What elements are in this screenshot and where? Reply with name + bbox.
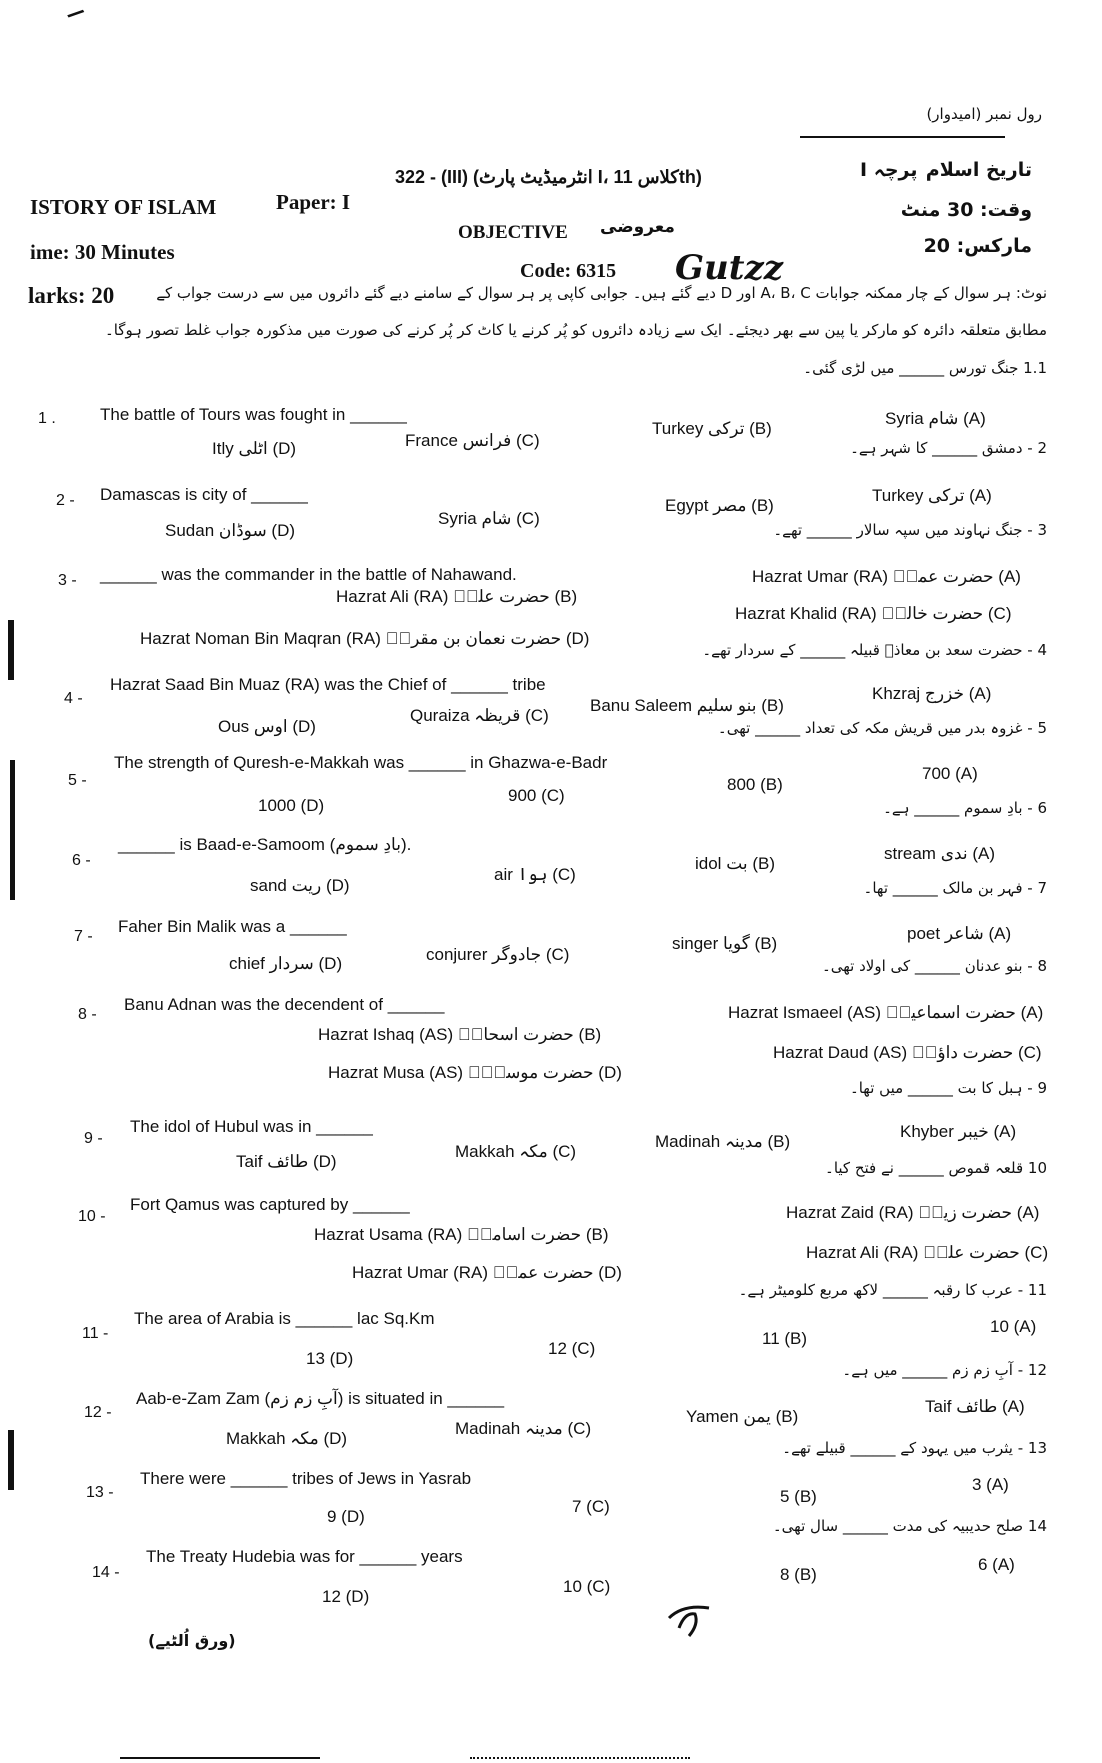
option-c: Hazrat Daud (AS) حضرت داؤدؑ (C): [773, 1043, 1042, 1062]
scan-edge-mark: [8, 1430, 14, 1490]
question-number: 11 -: [82, 1325, 109, 1342]
note-line-1: نوٹ: ہر سوال کے چار ممکنہ جوابات A، B، C اور D دیے گئے ہیں۔ جوابی کاپی پر ہر سوال کے سامنے دیے گئے دائروں میں سے درست جواب کے: [156, 284, 1047, 302]
option-d: Hazrat Noman Bin Maqran (RA) حضرت نعمان بن مقرنؓ (D): [140, 629, 590, 648]
option-b: idol بت (B): [695, 854, 776, 873]
handwritten-annotation: Gutzz: [675, 248, 784, 288]
option-a: 700 (A): [922, 764, 978, 783]
turn-over-label: (ورق اُلٹیے): [148, 1631, 236, 1650]
option-b: Turkey ترکی (B): [652, 419, 772, 438]
paper-urdu: پرچہ I: [860, 159, 918, 181]
question-number: 1 .: [38, 410, 56, 427]
option-c: Makkah مکہ (C): [455, 1142, 577, 1161]
question-urdu: 12 - آبِ زم زم ______ میں ہے۔: [842, 1361, 1047, 1379]
question-urdu: 2 - دمشق ______ کا شہر ہے۔: [850, 439, 1047, 457]
question-urdu: 3 - جنگ نہاوند میں سپہ سالار ______ تھے۔: [773, 521, 1047, 539]
option-a: Taif طائف (A): [925, 1397, 1025, 1416]
option-d: Makkah مکہ (D): [226, 1429, 348, 1448]
option-b: Egypt مصر (B): [665, 496, 774, 515]
question-number: 6 -: [72, 852, 91, 869]
question-urdu: 6 - بادِ سموم ______ ہے۔: [883, 799, 1047, 817]
option-a: Hazrat Umar (RA) حضرت عمرؓ (A): [752, 567, 1021, 586]
question-urdu: 13 - یثرب میں یہود کے ______ قبیلے تھے۔: [782, 1439, 1047, 1457]
question-number: 12 -: [84, 1404, 112, 1421]
option-a: Hazrat Ismaeel (AS) حضرت اسماعیلؑ (A): [728, 1003, 1044, 1022]
option-b: 800 (B): [727, 775, 783, 794]
question-number: 3 -: [58, 572, 77, 589]
option-b: singer گویا (B): [672, 934, 778, 953]
option-b: Hazrat Usama (RA) حضرت اسامہؓ (B): [314, 1225, 609, 1244]
question-text: Hazrat Saad Bin Muaz (RA) was the Chief of ______ tribe: [110, 675, 546, 694]
question-urdu: 10 قلعہ قموص ______ نے فتح کیا۔: [825, 1159, 1047, 1177]
question-text: The strength of Quresh-e-Makkah was ______ in Ghazwa-e-Badr: [114, 753, 608, 772]
option-b: Yamen یمن (B): [686, 1407, 799, 1426]
option-d: Hazrat Musa (AS) حضرت موسیٰؑ (D): [328, 1063, 622, 1082]
option-a: 3 (A): [972, 1475, 1009, 1494]
option-c: France فرانس (C): [405, 431, 540, 450]
option-a: Syria شام (A): [885, 409, 986, 428]
option-c: 7 (C): [572, 1497, 610, 1516]
option-a: Khzraj خزرج (A): [872, 684, 992, 703]
option-c: 12 (C): [548, 1339, 596, 1358]
option-c: Syria شام (C): [438, 509, 540, 528]
roll-number-label: رول نمبر (امیدوار): [926, 105, 1042, 123]
paper-en: Paper: I: [276, 190, 351, 214]
handwritten-tick-mark: [665, 1598, 715, 1640]
option-d: Taif طائف (D): [236, 1152, 337, 1171]
option-d: 9 (D): [327, 1507, 365, 1526]
option-d: Sudan سوڈان (D): [165, 521, 296, 540]
question-number: 9 -: [84, 1130, 103, 1147]
marks-en: larks: 20: [28, 283, 115, 308]
option-b: 8 (B): [780, 1565, 817, 1584]
question-text: ______ was the commander in the battle of Nahawand.: [100, 565, 517, 584]
option-c: Hazrat Khalid (RA) حضرت خالدؓ (C): [735, 604, 1012, 623]
question-text: The area of Arabia is ______ lac Sq.Km: [134, 1309, 435, 1328]
question-number: 2 -: [56, 492, 75, 509]
question-text: Fort Qamus was captured by ______: [130, 1195, 410, 1214]
question-text: Faher Bin Malik was a ______: [118, 917, 347, 936]
question-number: 13 -: [86, 1484, 114, 1501]
question-number: 8 -: [78, 1006, 97, 1023]
note-line-2: مطابق متعلقہ دائرہ کو مارکر یا پین سے بھر دیجئے۔ ایک سے زیادہ دائروں کو پُر کرنے یا کاٹ کر پُر کرنے کی صورت میں مذکورہ جواب غلط تصور ہوگا۔: [104, 321, 1047, 339]
bottom-line: [470, 1757, 690, 1759]
question-number: 10 -: [78, 1208, 106, 1225]
option-d: 13 (D): [306, 1349, 354, 1368]
option-a: 6 (A): [978, 1555, 1015, 1574]
option-c: 10 (C): [563, 1577, 611, 1596]
question-text: The battle of Tours was fought in ______: [100, 405, 407, 424]
marks-urdu: مارکس: 20: [923, 235, 1032, 257]
question-urdu: 7 - فہر بن مالک ______ تھا۔: [863, 879, 1047, 897]
option-a: poet شاعر (A): [907, 924, 1012, 943]
question-number: 14 -: [92, 1564, 120, 1581]
option-d: Hazrat Umar (RA) حضرت عمرؓ (D): [352, 1263, 622, 1282]
scan-edge-mark: [8, 620, 14, 680]
option-d: Ous اوس (D): [218, 717, 316, 736]
question-urdu: 14 صلح حدیبیہ کی مدت ______ سال تھی۔: [772, 1517, 1047, 1535]
option-d: Itly اٹلی (D): [212, 439, 297, 458]
question-text: There were ______ tribes of Jews in Yasrab: [140, 1469, 472, 1488]
question-text: ______ is Baad-e-Samoom (بادِ سموم).: [118, 835, 412, 854]
option-a: Hazrat Zaid (RA) حضرت زیدؓ (A): [786, 1203, 1040, 1222]
question-urdu: 11 - عرب کا رقبہ ______ لاکھ مربع کلومیٹر ہے۔: [738, 1281, 1047, 1299]
option-c: Hazrat Ali (RA) حضرت علیؓ (C): [806, 1243, 1049, 1262]
option-c: Madinah مدینہ (C): [455, 1419, 592, 1438]
subject-urdu: تاریخ اسلام: [925, 159, 1032, 181]
roll-number-line: [800, 136, 1005, 138]
option-b: Hazrat Ishaq (AS) حضرت اسحاقؑ (B): [318, 1025, 602, 1044]
option-a: Khyber خیبر (A): [900, 1122, 1017, 1141]
option-b: 5 (B): [780, 1487, 817, 1506]
option-b: Madinah مدینہ (B): [655, 1132, 791, 1151]
option-d: sand ریت (D): [250, 876, 350, 895]
question-text: Aab-e-Zam Zam (آبِ زم زم) is situated in ______: [136, 1389, 505, 1408]
question-number: 4 -: [64, 690, 83, 707]
question-urdu: 4 - حضرت سعد بن معاذؓ قبیلہ ______ کے سردار تھے۔: [702, 641, 1047, 659]
option-b: 11 (B): [762, 1329, 808, 1348]
question-urdu: 8 - بنو عدنان ______ کی اولاد تھی۔: [821, 957, 1047, 975]
option-d: 12 (D): [322, 1587, 370, 1606]
question-text: The Treaty Hudebia was for ______ years: [146, 1547, 463, 1566]
option-c: conjurer جادوگر (C): [426, 945, 570, 964]
code-line: 322 - (III) (انٹرمیڈیٹ پارٹ I، کلاس 11th): [395, 167, 702, 187]
option-a: Turkey ترکی (A): [872, 486, 992, 505]
subject-en: ISTORY OF ISLAM: [30, 195, 217, 219]
paper-code: Code: 6315: [520, 260, 617, 282]
question-number: 7 -: [74, 928, 93, 945]
option-c: 900 (C): [508, 786, 565, 805]
option-b: Hazrat Ali (RA) حضرت علیؓ (B): [336, 587, 578, 606]
scan-edge-mark: [10, 760, 15, 900]
top-pen-mark: /: [63, 4, 88, 23]
question-text: The idol of Hubul was in ______: [130, 1117, 373, 1136]
objective-label: OBJECTIVE: [458, 222, 568, 243]
question-text: Damascas is city of ______: [100, 485, 308, 504]
objective-urdu: معروضی: [600, 217, 675, 237]
question-urdu: 9 - ہبل کا بت ______ میں تھا۔: [849, 1079, 1047, 1097]
question-number: 5 -: [68, 772, 87, 789]
option-d: chief سردار (D): [229, 954, 343, 973]
question-urdu: 5 - غزوہ بدر میں قریش مکہ کی تعداد ______ تھی۔: [717, 719, 1047, 737]
option-d: 1000 (D): [258, 796, 325, 815]
bottom-line: [120, 1757, 320, 1759]
option-b: Banu Saleem بنو سلیم (B): [590, 696, 784, 715]
question-urdu: 1.1 جنگ تورس ______ میں لڑی گئی۔: [803, 359, 1047, 377]
time-en: ime: 30 Minutes: [30, 240, 175, 264]
option-a: 10 (A): [990, 1317, 1037, 1336]
time-urdu: وقت: 30 منٹ: [900, 199, 1032, 221]
option-c: air ہوا (C): [494, 865, 576, 884]
option-c: Quraiza قریظہ (C): [410, 706, 549, 725]
question-text: Banu Adnan was the decendent of ______: [124, 995, 445, 1014]
option-a: stream ندی (A): [884, 844, 996, 863]
